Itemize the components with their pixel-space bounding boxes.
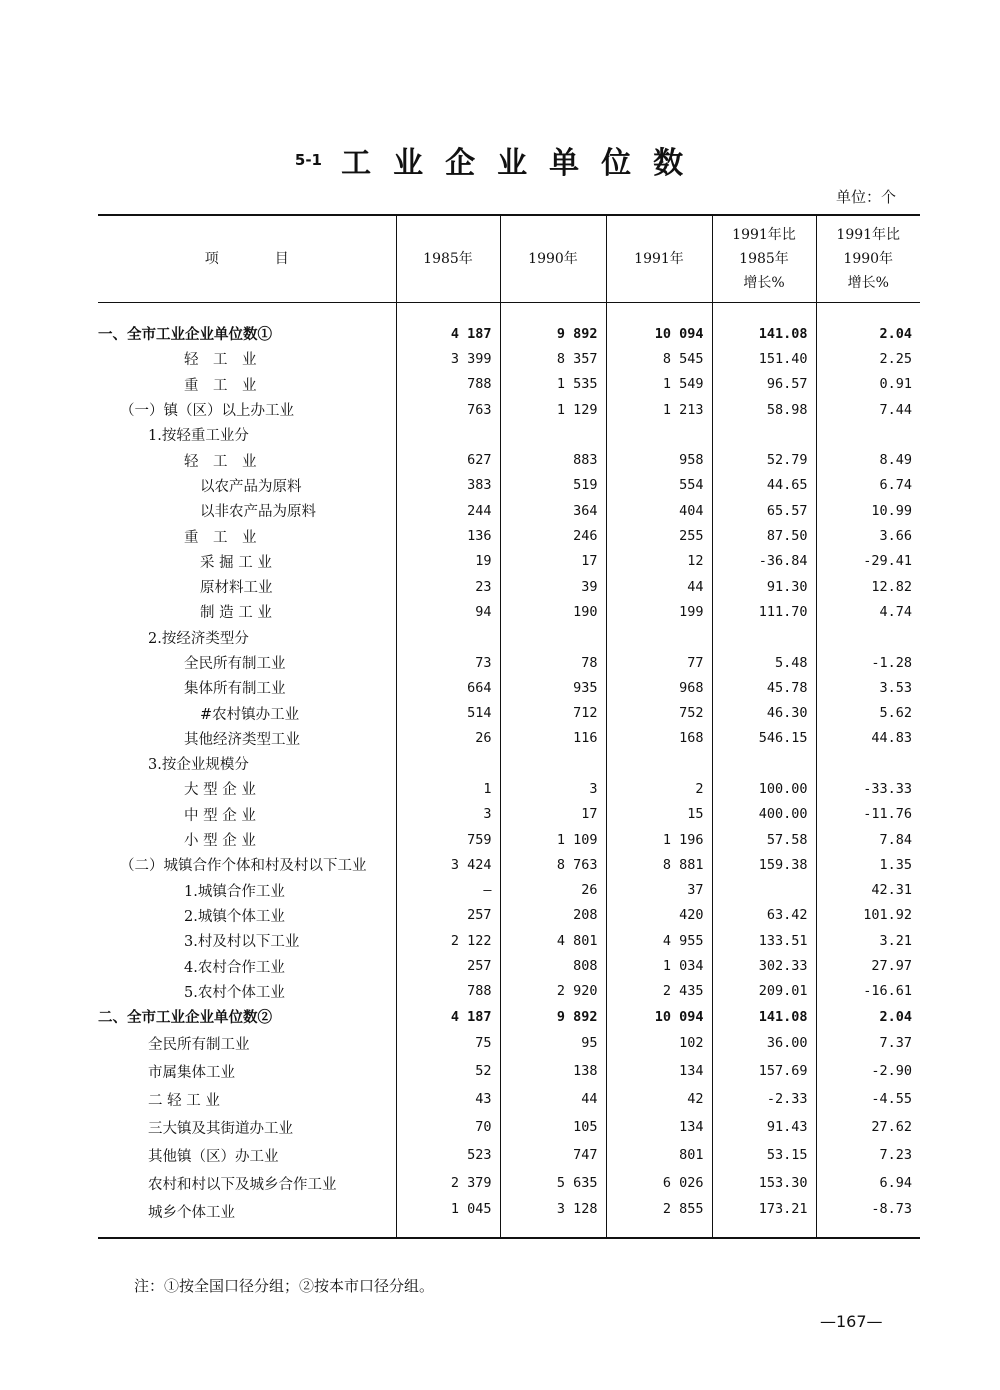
header-growth85-line3: 增长%: [743, 275, 785, 291]
row-label: 二 轻 工 业: [148, 1092, 220, 1109]
cell-1985: 19: [396, 549, 500, 574]
cell-1991: [606, 422, 712, 447]
cell-1991: 168: [606, 726, 712, 751]
cell-1991: 1 034: [606, 953, 712, 978]
cell-growth-vs-1990: 42.31: [816, 878, 920, 903]
cell-1990: 246: [500, 523, 606, 548]
page-number: —167—: [820, 1312, 883, 1331]
cell-1990: 208: [500, 903, 606, 928]
table-row: [98, 523, 920, 548]
cell-1990: 4 801: [500, 928, 606, 953]
cell-1990: [500, 625, 606, 650]
cell-1991: 2 435: [606, 979, 712, 1004]
cell-growth-vs-1990: -8.73: [816, 1197, 920, 1238]
header-growth90-line3: 增长%: [847, 275, 889, 291]
table-row: [98, 878, 920, 903]
row-label: 全民所有制工业: [184, 656, 286, 672]
row-label: 3.村及村以下工业: [184, 934, 300, 951]
cell-1990: 17: [500, 549, 606, 574]
table-row: [98, 1085, 920, 1113]
cell-1985: 1: [396, 776, 500, 801]
cell-1985: 523: [396, 1141, 500, 1169]
cell-growth-vs-1990: 7.23: [816, 1141, 920, 1169]
cell-1985: —: [396, 878, 500, 903]
cell-growth-vs-1990: -1.28: [816, 650, 920, 675]
table-row: [98, 903, 920, 928]
cell-1985: 257: [396, 903, 500, 928]
cell-growth-vs-1985: 141.08: [712, 1004, 816, 1029]
header-1990: 1990年: [500, 215, 606, 303]
cell-1985: 52: [396, 1057, 500, 1085]
cell-growth-vs-1985: 5.48: [712, 650, 816, 675]
cell-growth-vs-1985: 46.30: [712, 700, 816, 725]
cell-1990: 116: [500, 726, 606, 751]
cell-growth-vs-1990: 2.04: [816, 1004, 920, 1029]
table-row: [98, 802, 920, 827]
statistics-table: [98, 214, 920, 1239]
row-label: 大 型 企 业: [184, 782, 256, 799]
cell-growth-vs-1990: 7.84: [816, 827, 920, 852]
cell-growth-vs-1985: 91.30: [712, 574, 816, 599]
cell-growth-vs-1985: -2.33: [712, 1085, 816, 1113]
table-row: [98, 675, 920, 700]
cell-1985: [396, 751, 500, 776]
cell-1991: 554: [606, 473, 712, 498]
cell-1991: 801: [606, 1141, 712, 1169]
cell-growth-vs-1985: 546.15: [712, 726, 816, 751]
row-label: 1.按轻重工业分: [148, 428, 249, 445]
cell-1990: 190: [500, 599, 606, 624]
table-row: [98, 776, 920, 801]
cell-1991: [606, 751, 712, 776]
cell-1985: 788: [396, 979, 500, 1004]
cell-1990: 519: [500, 473, 606, 498]
table-number: 5-1: [294, 151, 322, 169]
cell-1991: 102: [606, 1029, 712, 1057]
row-label: 中 型 企 业: [184, 807, 256, 824]
cell-1991: 1 549: [606, 372, 712, 397]
cell-1985: 136: [396, 523, 500, 548]
table-row: [98, 1141, 920, 1169]
cell-1990: 39: [500, 574, 606, 599]
row-label: 4.农村合作工业: [184, 959, 285, 976]
cell-1991: 15: [606, 802, 712, 827]
row-label: 三大镇及其街道办工业: [148, 1120, 293, 1137]
cell-1985: 26: [396, 726, 500, 751]
cell-growth-vs-1985: 63.42: [712, 903, 816, 928]
cell-1990: 8 763: [500, 852, 606, 877]
row-label: 其他经济类型工业: [184, 731, 300, 748]
row-label: 重 工 业: [184, 529, 257, 546]
table-row: [98, 953, 920, 978]
header-growth-vs-1985: [712, 215, 816, 303]
cell-1991: 8 881: [606, 852, 712, 877]
table-row: [98, 397, 920, 422]
cell-1991: 2 855: [606, 1197, 712, 1238]
header-growth90-line2: 1990年: [843, 251, 894, 267]
cell-1990: 44: [500, 1085, 606, 1113]
cell-1990: 26: [500, 878, 606, 903]
table-row: [98, 1004, 920, 1029]
cell-growth-vs-1990: 44.83: [816, 726, 920, 751]
cell-growth-vs-1990: 6.74: [816, 473, 920, 498]
cell-1991: 134: [606, 1113, 712, 1141]
cell-1991: 404: [606, 498, 712, 523]
page-title: [0, 138, 1000, 182]
table-row: [98, 700, 920, 725]
row-label: 原材料工业: [200, 580, 273, 597]
cell-growth-vs-1990: 8.49: [816, 447, 920, 472]
cell-1985: 763: [396, 397, 500, 422]
cell-1990: 883: [500, 447, 606, 472]
cell-1985: 788: [396, 372, 500, 397]
cell-1990: [500, 422, 606, 447]
header-1985: 1985年: [396, 215, 500, 303]
cell-1991: 968: [606, 675, 712, 700]
cell-1991: 42: [606, 1085, 712, 1113]
cell-1985: 514: [396, 700, 500, 725]
table-row: [98, 447, 920, 472]
row-label: 5.农村个体工业: [184, 984, 285, 1001]
cell-growth-vs-1985: 153.30: [712, 1169, 816, 1197]
header-growth90-line1: 1991年比: [836, 227, 901, 243]
row-label: #农村镇办工业: [200, 706, 300, 723]
cell-1991: [606, 625, 712, 650]
cell-growth-vs-1985: 53.15: [712, 1141, 816, 1169]
cell-1990: 3 128: [500, 1197, 606, 1238]
row-label: 全民所有制工业: [148, 1036, 250, 1053]
row-label: （二）城镇合作个体和村及村以下工业: [120, 858, 367, 875]
row-label: （一）镇（区）以上办工业: [120, 403, 294, 420]
cell-growth-vs-1985: 133.51: [712, 928, 816, 953]
row-label: 采 掘 工 业: [200, 554, 272, 571]
table-row: [98, 852, 920, 877]
row-label: 小 型 企 业: [184, 833, 256, 850]
row-label: 1.城镇合作工业: [184, 883, 285, 900]
cell-growth-vs-1985: 209.01: [712, 979, 816, 1004]
cell-1990: 364: [500, 498, 606, 523]
table-body: [98, 303, 920, 1239]
cell-1990: 3: [500, 776, 606, 801]
cell-growth-vs-1990: -4.55: [816, 1085, 920, 1113]
cell-1991: 420: [606, 903, 712, 928]
cell-1985: 4 187: [396, 1004, 500, 1029]
cell-growth-vs-1985: 91.43: [712, 1113, 816, 1141]
cell-1991: 10 094: [606, 1004, 712, 1029]
cell-growth-vs-1990: 1.35: [816, 852, 920, 877]
cell-growth-vs-1990: 12.82: [816, 574, 920, 599]
cell-growth-vs-1985: 96.57: [712, 372, 816, 397]
cell-growth-vs-1990: -16.61: [816, 979, 920, 1004]
cell-1985: 383: [396, 473, 500, 498]
cell-growth-vs-1990: -2.90: [816, 1057, 920, 1085]
cell-1985: 70: [396, 1113, 500, 1141]
header-growth-vs-1990: [816, 215, 920, 303]
table-row: [98, 549, 920, 574]
cell-1985: 43: [396, 1085, 500, 1113]
row-label: 城乡个体工业: [98, 1197, 396, 1238]
table-header: [98, 215, 920, 303]
cell-1985: [396, 422, 500, 447]
cell-growth-vs-1985: 52.79: [712, 447, 816, 472]
cell-growth-vs-1990: 3.66: [816, 523, 920, 548]
row-label: 市属集体工业: [148, 1064, 235, 1081]
cell-1990: 17: [500, 802, 606, 827]
table-row: [98, 650, 920, 675]
table-row: [98, 1029, 920, 1057]
row-label: 2.按经济类型分: [148, 630, 249, 647]
header-1991: 1991年: [606, 215, 712, 303]
table-row: [98, 372, 920, 397]
cell-1990: 1 535: [500, 372, 606, 397]
cell-growth-vs-1990: 3.21: [816, 928, 920, 953]
table-row: [98, 422, 920, 447]
cell-growth-vs-1990: 7.44: [816, 397, 920, 422]
header-growth85-line1: 1991年比: [732, 227, 796, 243]
cell-growth-vs-1990: [816, 751, 920, 776]
cell-1991: 1 196: [606, 827, 712, 852]
cell-growth-vs-1990: -33.33: [816, 776, 920, 801]
cell-1991: 199: [606, 599, 712, 624]
cell-growth-vs-1985: 111.70: [712, 599, 816, 624]
cell-1990: 95: [500, 1029, 606, 1057]
cell-growth-vs-1990: -11.76: [816, 802, 920, 827]
cell-growth-vs-1990: 5.62: [816, 700, 920, 725]
cell-1991: 37: [606, 878, 712, 903]
cell-growth-vs-1985: 45.78: [712, 675, 816, 700]
table-row: [98, 726, 920, 751]
cell-1985: 244: [396, 498, 500, 523]
cell-1985: 2 122: [396, 928, 500, 953]
cell-1991: 255: [606, 523, 712, 548]
cell-1991: 8 545: [606, 346, 712, 371]
row-label: 重 工 业: [184, 377, 257, 394]
cell-1990: 5 635: [500, 1169, 606, 1197]
table-row: [98, 473, 920, 498]
cell-1991: 958: [606, 447, 712, 472]
cell-1990: [500, 751, 606, 776]
cell-1990: 712: [500, 700, 606, 725]
cell-growth-vs-1985: [712, 625, 816, 650]
cell-1985: 4 187: [396, 321, 500, 346]
header-item: 项 目: [98, 215, 396, 303]
row-label: 以农产品为原料: [200, 478, 302, 495]
row-label: 3.按企业规模分: [148, 757, 249, 774]
cell-growth-vs-1985: 400.00: [712, 802, 816, 827]
row-label: 2.城镇个体工业: [184, 908, 285, 925]
cell-growth-vs-1990: [816, 625, 920, 650]
cell-growth-vs-1985: [712, 422, 816, 447]
cell-1991: 1 213: [606, 397, 712, 422]
cell-growth-vs-1985: 100.00: [712, 776, 816, 801]
cell-1991: 44: [606, 574, 712, 599]
cell-growth-vs-1985: 65.57: [712, 498, 816, 523]
cell-growth-vs-1990: 2.25: [816, 346, 920, 371]
cell-1985: 759: [396, 827, 500, 852]
cell-1991: 10 094: [606, 321, 712, 346]
row-label: 集体所有制工业: [184, 681, 286, 698]
cell-1990: 8 357: [500, 346, 606, 371]
table-row: [98, 346, 920, 371]
cell-1991: 134: [606, 1057, 712, 1085]
cell-growth-vs-1990: 10.99: [816, 498, 920, 523]
cell-growth-vs-1985: 302.33: [712, 953, 816, 978]
table-row: [98, 928, 920, 953]
cell-1991: 6 026: [606, 1169, 712, 1197]
row-label: 农村和村以下及城乡合作工业: [148, 1176, 337, 1193]
table-spacer-row: [98, 303, 920, 322]
table-row: [98, 1169, 920, 1197]
row-label: 二、全市工业企业单位数②: [98, 1009, 272, 1027]
table-row: [98, 1113, 920, 1141]
cell-1985: 3 399: [396, 346, 500, 371]
cell-1985: 257: [396, 953, 500, 978]
table-row: [98, 574, 920, 599]
table-row: [98, 498, 920, 523]
cell-1985: 73: [396, 650, 500, 675]
cell-growth-vs-1990: 101.92: [816, 903, 920, 928]
cell-growth-vs-1985: 57.58: [712, 827, 816, 852]
cell-1990: 78: [500, 650, 606, 675]
table-row: [98, 979, 920, 1004]
cell-growth-vs-1990: 4.74: [816, 599, 920, 624]
cell-1990: 808: [500, 953, 606, 978]
cell-1990: 1 129: [500, 397, 606, 422]
cell-growth-vs-1985: 157.69: [712, 1057, 816, 1085]
cell-growth-vs-1990: 27.97: [816, 953, 920, 978]
cell-growth-vs-1985: 44.65: [712, 473, 816, 498]
cell-growth-vs-1990: 3.53: [816, 675, 920, 700]
statistics-table-container: [98, 214, 920, 1239]
cell-1991: 77: [606, 650, 712, 675]
cell-1991: 2: [606, 776, 712, 801]
cell-1985: 3 424: [396, 852, 500, 877]
table-row: [98, 321, 920, 346]
cell-1985: 664: [396, 675, 500, 700]
cell-1985: 627: [396, 447, 500, 472]
cell-growth-vs-1985: [712, 751, 816, 776]
cell-1985: 2 379: [396, 1169, 500, 1197]
cell-growth-vs-1985: 151.40: [712, 346, 816, 371]
cell-growth-vs-1990: 6.94: [816, 1169, 920, 1197]
table-row: [98, 599, 920, 624]
cell-1990: 138: [500, 1057, 606, 1085]
cell-1991: 4 955: [606, 928, 712, 953]
cell-1990: 9 892: [500, 1004, 606, 1029]
cell-1985: 23: [396, 574, 500, 599]
row-label: 制 造 工 业: [200, 605, 272, 622]
row-label: 轻 工 业: [184, 453, 257, 470]
row-label: 其他镇（区）办工业: [148, 1148, 279, 1165]
cell-growth-vs-1985: 87.50: [712, 523, 816, 548]
table-row: [98, 751, 920, 776]
row-label: 一、全市工业企业单位数①: [98, 326, 272, 344]
cell-1990: 2 920: [500, 979, 606, 1004]
cell-growth-vs-1985: -36.84: [712, 549, 816, 574]
cell-1990: 105: [500, 1113, 606, 1141]
cell-1985: 3: [396, 802, 500, 827]
cell-growth-vs-1990: -29.41: [816, 549, 920, 574]
row-label: 轻 工 业: [184, 352, 257, 369]
cell-1985: 75: [396, 1029, 500, 1057]
footnote: 注：①按全国口径分组；②按本市口径分组。: [134, 1277, 435, 1295]
unit-label: 单位：个: [835, 188, 896, 206]
table-row: [98, 1057, 920, 1085]
cell-growth-vs-1990: 7.37: [816, 1029, 920, 1057]
cell-growth-vs-1990: 27.62: [816, 1113, 920, 1141]
cell-growth-vs-1985: 159.38: [712, 852, 816, 877]
cell-1985: 1 045: [396, 1197, 500, 1238]
cell-1990: 1 109: [500, 827, 606, 852]
cell-1990: 9 892: [500, 321, 606, 346]
table-title: 工业企业单位数: [341, 146, 706, 181]
cell-1985: 94: [396, 599, 500, 624]
cell-growth-vs-1985: 141.08: [712, 321, 816, 346]
cell-1985: [396, 625, 500, 650]
cell-1991: 752: [606, 700, 712, 725]
cell-growth-vs-1990: 2.04: [816, 321, 920, 346]
cell-1990: 747: [500, 1141, 606, 1169]
cell-1991: 12: [606, 549, 712, 574]
cell-growth-vs-1990: 0.91: [816, 372, 920, 397]
cell-1990: 935: [500, 675, 606, 700]
header-growth85-line2: 1985年: [739, 251, 789, 267]
table-row: [98, 1197, 920, 1238]
row-label: 以非农产品为原料: [200, 504, 316, 521]
cell-growth-vs-1985: [712, 878, 816, 903]
cell-growth-vs-1990: [816, 422, 920, 447]
cell-growth-vs-1985: 36.00: [712, 1029, 816, 1057]
cell-growth-vs-1985: 58.98: [712, 397, 816, 422]
table-row: [98, 827, 920, 852]
table-row: [98, 625, 920, 650]
cell-growth-vs-1985: 173.21: [712, 1197, 816, 1238]
